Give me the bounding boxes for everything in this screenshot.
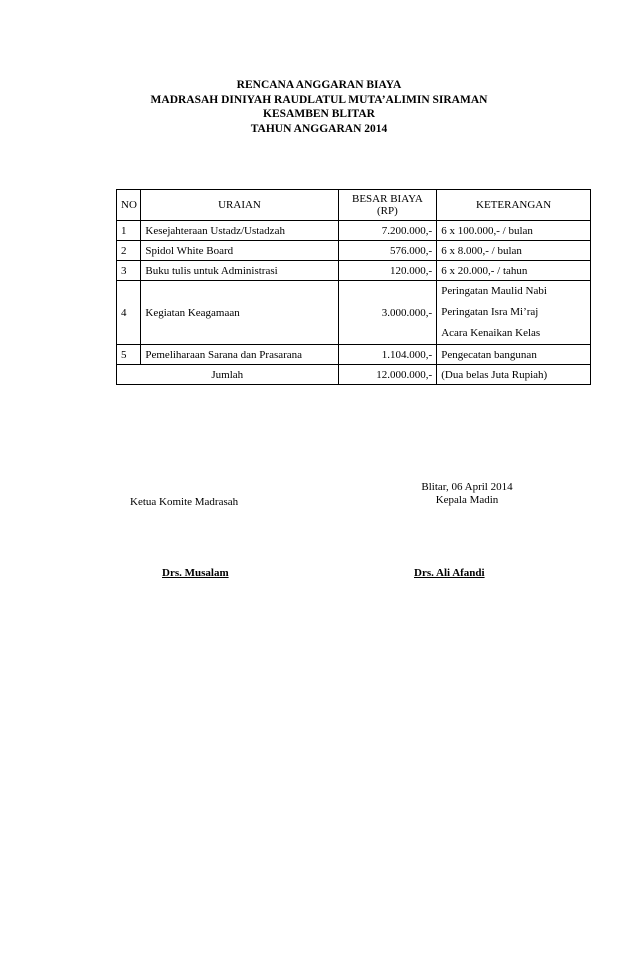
document-title (0, 78, 638, 136)
table-row (117, 261, 591, 281)
title-line-3: KESAMBEN BLITAR (263, 108, 375, 120)
table-row (117, 345, 591, 365)
row-uraian: Kegiatan Keagamaan (141, 281, 338, 345)
total-amount: 12.000.000,- (338, 365, 437, 385)
table-header-row (117, 190, 591, 221)
row-keterangan: 6 x 20.000,- / tahun (437, 261, 591, 281)
total-label: Jumlah (117, 365, 339, 385)
right-signature-role: Kepala Madin (435, 494, 499, 506)
left-signatory-name: Drs. Musalam (162, 567, 229, 579)
left-signature-block (130, 496, 238, 509)
header-keterangan: KETERANGAN (437, 190, 591, 221)
keterangan-line: Peringatan Maulid Nabi (441, 285, 547, 297)
header-no: NO (117, 190, 141, 221)
title-line-1: RENCANA ANGGARAN BIAYA (236, 79, 402, 91)
left-signature-role: Ketua Komite Madrasah (130, 496, 239, 508)
row-keterangan (437, 281, 591, 345)
header-uraian: URAIAN (141, 190, 338, 221)
row-no: 5 (117, 345, 141, 365)
row-biaya: 7.200.000,- (338, 221, 437, 241)
row-keterangan: 6 x 8.000,- / bulan (437, 241, 591, 261)
row-uraian: Buku tulis untuk Administrasi (141, 261, 338, 281)
table-row (117, 241, 591, 261)
right-signature-block (392, 481, 542, 507)
row-no: 1 (117, 221, 141, 241)
total-terbilang: (Dua belas Juta Rupiah) (437, 365, 591, 385)
header-besar-biaya (338, 190, 437, 221)
right-signatory-name: Drs. Ali Afandi (414, 567, 485, 579)
keterangan-line: Acara Kenaikan Kelas (441, 327, 541, 339)
keterangan-line: Peringatan Isra Mi’raj (441, 306, 539, 318)
row-no: 2 (117, 241, 141, 261)
table-row (117, 281, 591, 345)
row-biaya: 120.000,- (338, 261, 437, 281)
row-keterangan: 6 x 100.000,- / bulan (437, 221, 591, 241)
header-biaya-line-2: (RP) (377, 205, 398, 217)
budget-table (116, 189, 591, 385)
row-no: 3 (117, 261, 141, 281)
right-signature-place-date: Blitar, 06 April 2014 (421, 481, 513, 493)
row-uraian: Spidol White Board (141, 241, 338, 261)
row-biaya: 576.000,- (338, 241, 437, 261)
header-biaya-line-1: BESAR BIAYA (352, 193, 423, 205)
table-total-row (117, 365, 591, 385)
row-biaya: 3.000.000,- (338, 281, 437, 345)
title-line-2: MADRASAH DINIYAH RAUDLATUL MUTA’ALIMIN SIRAMAN (150, 93, 488, 106)
table-row (117, 221, 591, 241)
row-no: 4 (117, 281, 141, 345)
row-uraian: Pemeliharaan Sarana dan Prasarana (141, 345, 338, 365)
row-uraian: Kesejahteraan Ustadz/Ustadzah (141, 221, 338, 241)
row-biaya: 1.104.000,- (338, 345, 437, 365)
row-keterangan: Pengecatan bangunan (437, 345, 591, 365)
title-line-4: TAHUN ANGGARAN 2014 (250, 122, 388, 135)
